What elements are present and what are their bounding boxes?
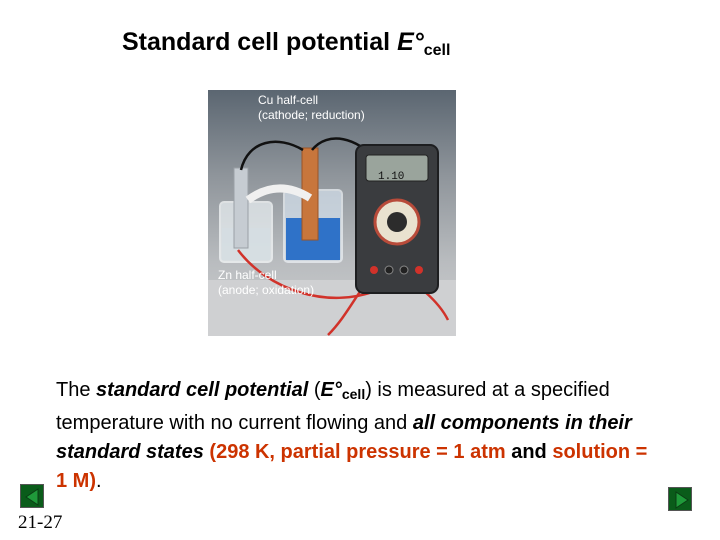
galvanic-cell-illustration: [208, 90, 456, 336]
text-segment: ) is measured at a specified temperature with no current flowing and: [56, 379, 610, 434]
text-segment: The: [56, 379, 97, 401]
galvanic-cell-photo: [208, 90, 456, 336]
symbol-e: E°: [320, 379, 342, 401]
triangle-right-icon: [669, 488, 693, 512]
highlight-conditions: (298 K, partial pressure = 1 atm: [209, 441, 506, 463]
forward-button[interactable]: [668, 487, 692, 511]
title-subscript: cell: [423, 42, 451, 59]
title-text: Standard cell potential: [122, 28, 398, 56]
text-segment: and: [505, 441, 553, 463]
zn-label-line1: Zn half-cell: [218, 268, 277, 282]
back-button[interactable]: [20, 484, 44, 508]
page-number: 21-27: [18, 512, 63, 533]
term-standard-cell-potential: standard cell potential: [96, 379, 309, 401]
cu-label-line2: (cathode; reduction): [258, 108, 365, 122]
zn-label-line2: (anode; oxidation): [218, 283, 315, 297]
title-symbol: E°: [397, 28, 424, 56]
slide-title: [122, 28, 450, 60]
highlight-solution: solution = 1 M): [56, 441, 648, 492]
text-segment: (: [308, 379, 321, 401]
body-paragraph: [56, 376, 656, 496]
text-segment: .: [96, 470, 102, 492]
triangle-left-icon: [21, 485, 45, 509]
subscript-cell: cell: [341, 386, 366, 402]
meter-reading: 1.10: [378, 171, 405, 183]
cu-label-line1: Cu half-cell: [258, 93, 319, 107]
term-standard-states: all components in their standard states: [56, 412, 632, 463]
